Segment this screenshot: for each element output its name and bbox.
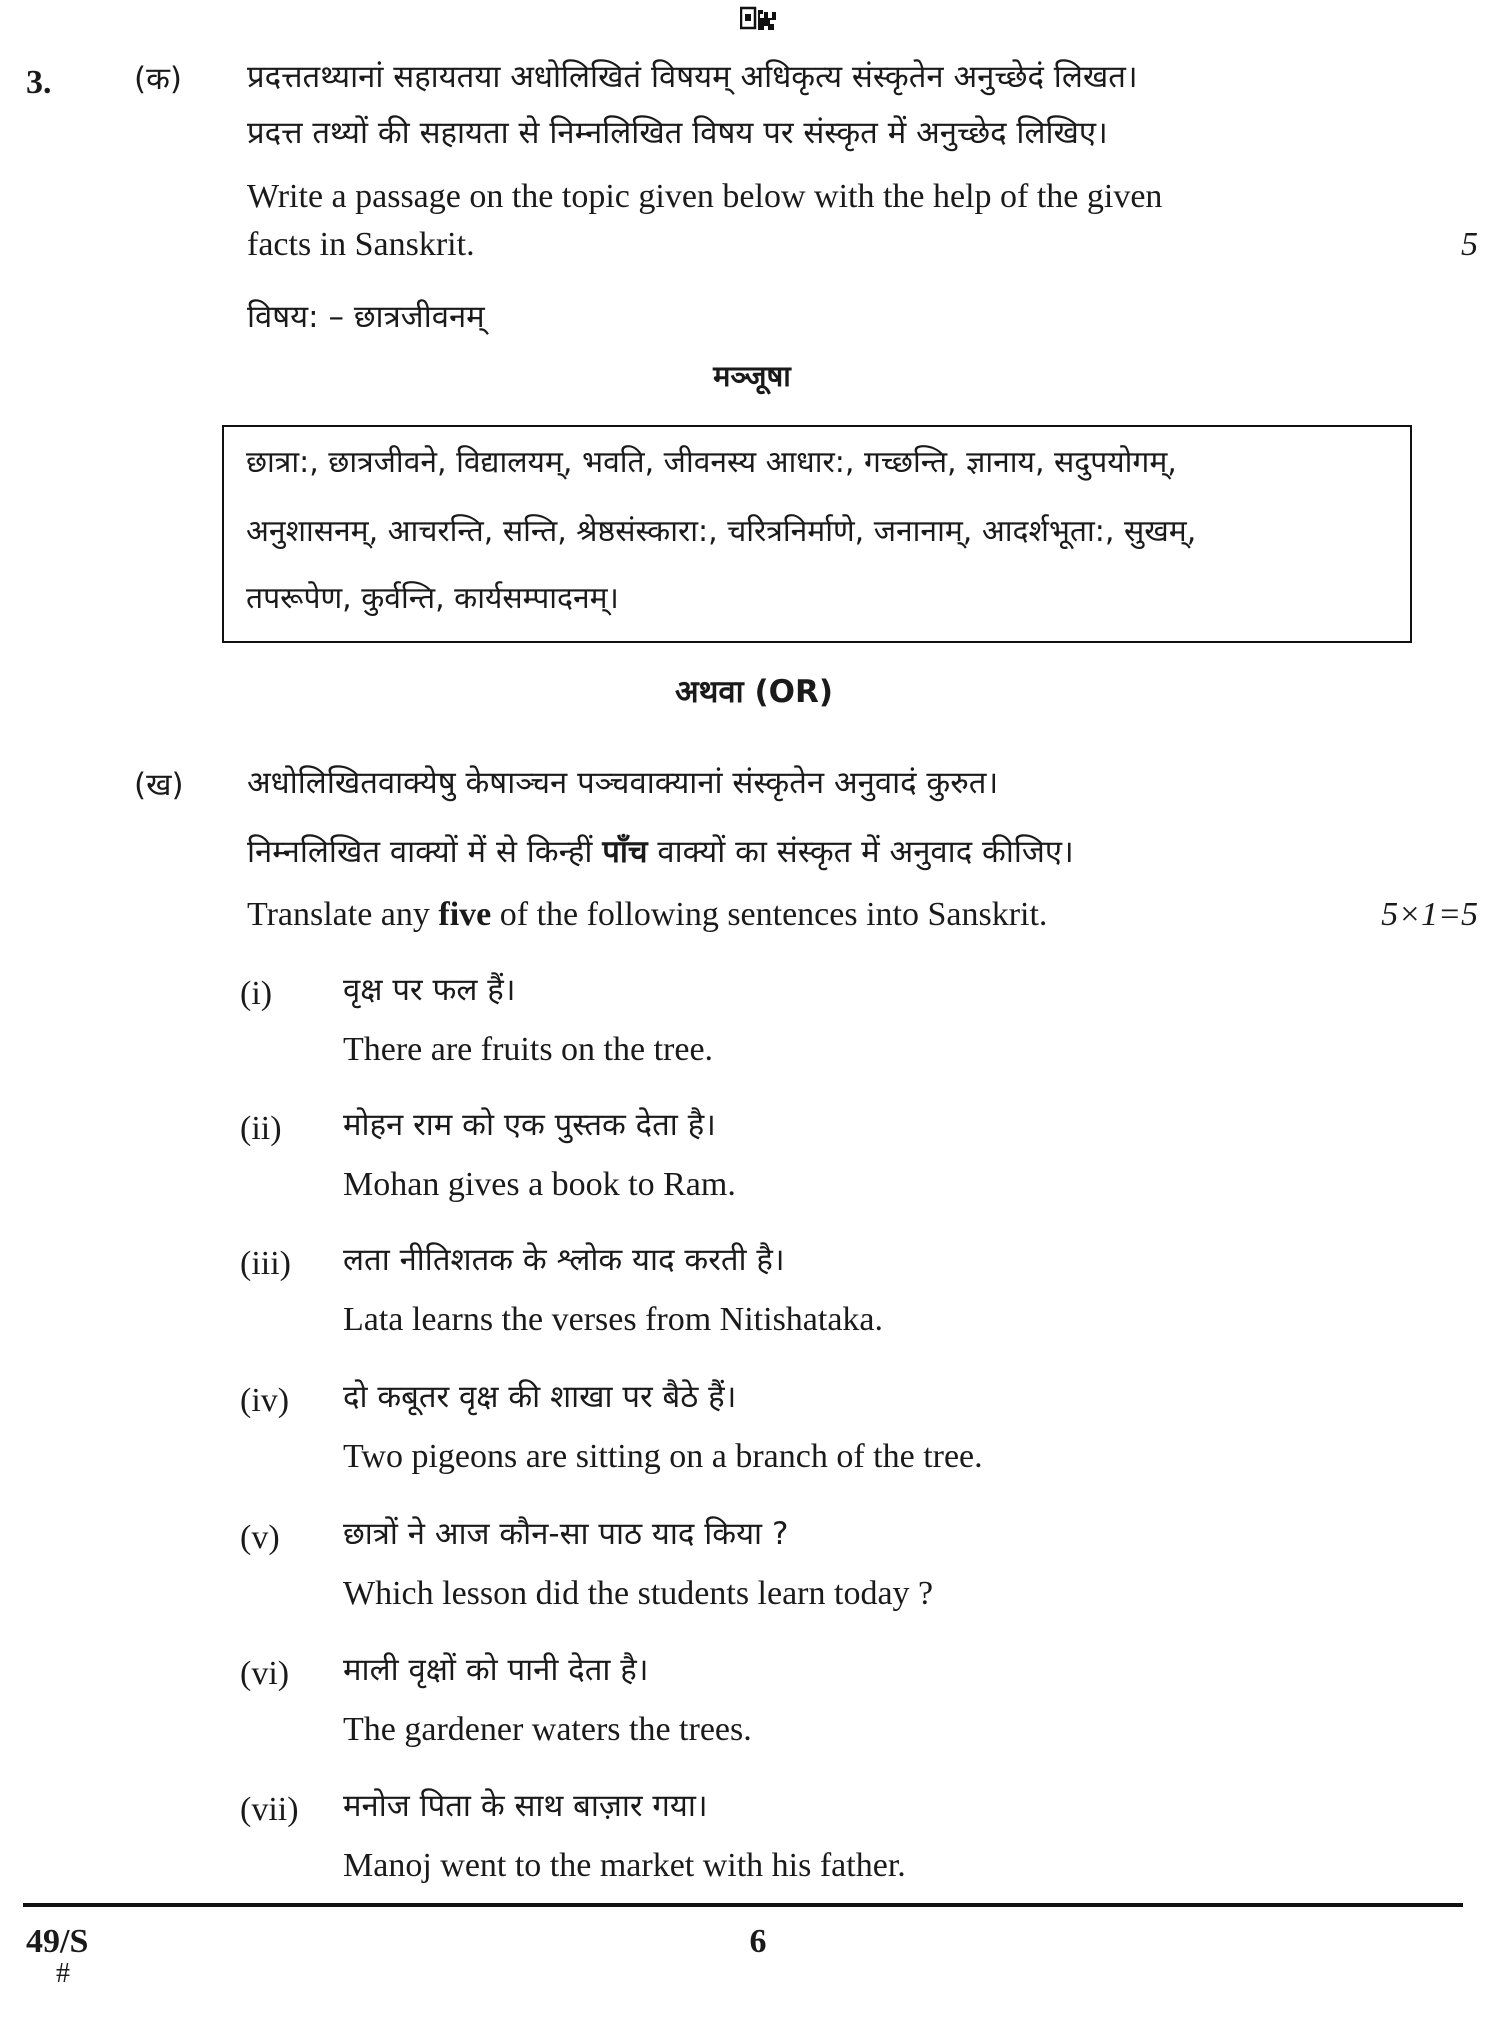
word-box-line: अनुशासनम्, आचरन्ति, सन्ति, श्रेष्ठसंस्कारा:, चरित्रनिर्माणे, जनानाम्, आदर्शभूता:, सुखम्, <box>246 514 1197 549</box>
footer-rule <box>23 1903 1463 1907</box>
part-a-instruction-english-2: facts in Sanskrit. <box>247 226 475 263</box>
item-hindi: दो कबूतर वृक्ष की शाखा पर बैठे हैं। <box>343 1379 737 1415</box>
part-b-instruction-english <box>247 898 1047 932</box>
bold-text: five <box>438 896 492 933</box>
word-box-line: छात्रा:, छात्रजीवने, विद्यालयम्, भवति, जीवनस्य आधार:, गच्छन्ति, ज्ञानाय, सदुपयोगम्, <box>246 445 1177 480</box>
hash-mark: # <box>56 1958 70 1989</box>
part-a-marks: 5 <box>1461 226 1478 263</box>
item-number: (iii) <box>240 1245 291 1282</box>
text: Translate any <box>247 896 439 933</box>
item-english: Two pigeons are sitting on a branch of the tree. <box>343 1438 983 1475</box>
part-b-marks: 5×1=5 <box>1381 896 1478 933</box>
item-number: (vi) <box>240 1655 290 1692</box>
item-hindi: लता नीतिशतक के श्लोक याद करती है। <box>343 1242 785 1278</box>
item-english: Mohan gives a book to Ram. <box>343 1166 736 1203</box>
qr-code-icon <box>740 6 780 30</box>
text: निम्नलिखित वाक्यों में से किन्हीं <box>247 834 603 870</box>
item-hindi: मोहन राम को एक पुस्तक देता है। <box>343 1107 716 1143</box>
item-number: (iv) <box>240 1382 290 1419</box>
question-number: 3. <box>26 64 52 101</box>
item-hindi: छात्रों ने आज कौन-सा पाठ याद किया ? <box>343 1516 789 1552</box>
item-english: The gardener waters the trees. <box>343 1711 752 1748</box>
part-a-instruction-english-1: Write a passage on the topic given below with the help of the given <box>247 178 1163 215</box>
part-a-label: (क) <box>134 61 182 97</box>
item-hindi: वृक्ष पर फल हैं। <box>343 972 516 1008</box>
part-a-instruction-hindi: प्रदत्त तथ्यों की सहायता से निम्नलिखित विषय पर संस्कृत में अनुच्छेद लिखिए। <box>247 115 1108 151</box>
bold-text: पाँच <box>602 834 648 870</box>
item-hindi: मनोज पिता के साथ बाज़ार गया। <box>343 1788 708 1824</box>
or-label: अथवा (OR) <box>674 674 834 710</box>
item-number: (v) <box>240 1519 280 1556</box>
item-hindi: माली वृक्षों को पानी देता है। <box>343 1652 649 1688</box>
topic: विषय: – छात्रजीवनम् <box>247 299 485 335</box>
part-b-label: (ख) <box>134 767 184 803</box>
item-english: Which lesson did the students learn today ? <box>343 1575 934 1612</box>
item-english: Lata learns the verses from Nitishataka. <box>343 1301 884 1338</box>
item-number: (ii) <box>240 1110 282 1147</box>
item-number: (vii) <box>240 1791 299 1828</box>
word-box-title: मञ्जूषा <box>713 359 791 393</box>
item-english: Manoj went to the market with his father. <box>343 1847 906 1884</box>
part-a-instruction-sanskrit: प्रदत्ततथ्यानां सहायतया अधोलिखितं विषयम् अधिकृत्य संस्कृतेन अनुच्छेदं लिखत। <box>247 59 1138 95</box>
text: of the following sentences into Sanskrit. <box>491 896 1048 933</box>
item-english: There are fruits on the tree. <box>343 1031 714 1068</box>
part-b-instruction-hindi <box>247 834 1074 870</box>
text: वाक्यों का संस्कृत में अनुवाद कीजिए। <box>647 834 1074 870</box>
page-number: 6 <box>749 1923 767 1960</box>
item-number: (i) <box>240 975 273 1012</box>
word-box-line: तपरूपेण, कुर्वन्ति, कार्यसम्पादनम्। <box>246 581 619 616</box>
paper-code: 49/S <box>26 1923 89 1960</box>
part-b-instruction-sanskrit: अधोलिखितवाक्येषु केषाञ्चन पञ्चवाक्यानां संस्कृतेन अनुवादं कुरुत। <box>247 765 999 801</box>
